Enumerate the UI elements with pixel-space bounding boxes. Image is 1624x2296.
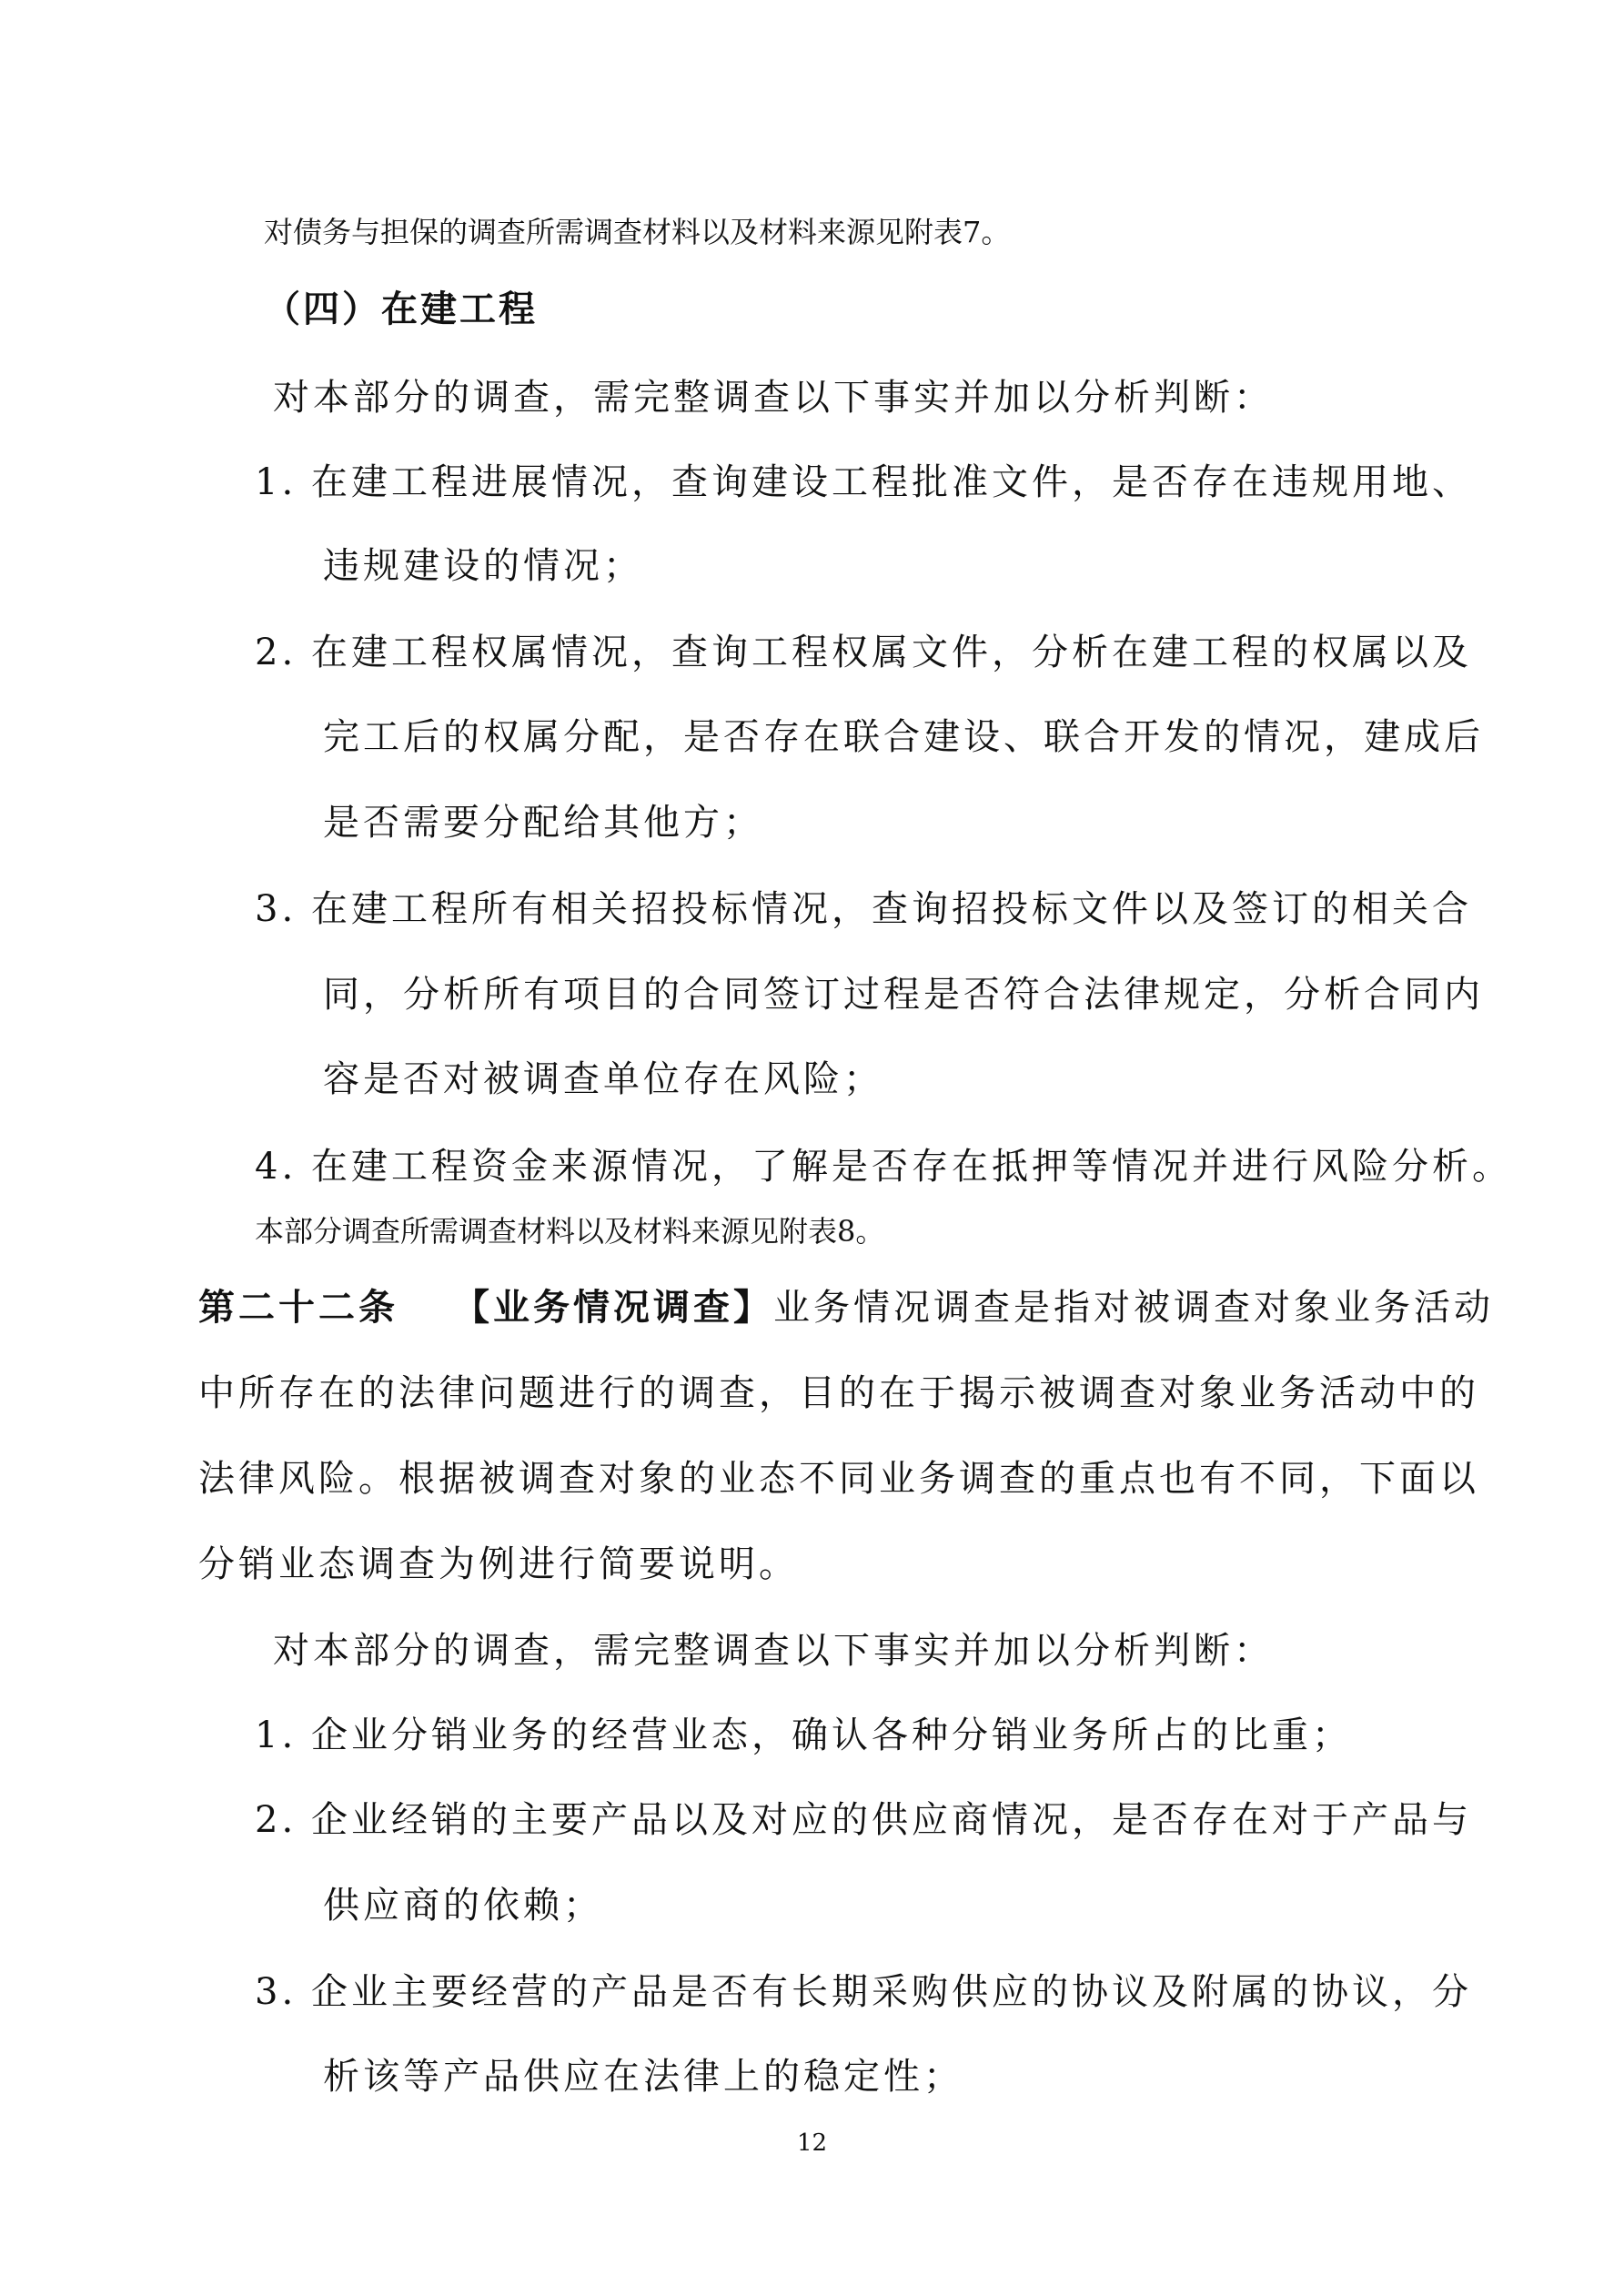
list-text: 企业主要经营的产品是否有长期采购供应的协议及附属的协议，分 [311,1971,1472,2013]
section-4-intro: 对本部分的调查，需完整调查以下事实并加以分析判断： [273,377,1274,419]
article-22-line-4: 分销业态调查为例进行简要说明。 [198,1543,799,1585]
list-text: 在建工程权属情况，查询工程权属文件，分析在建工程的权属以及 [311,632,1472,673]
list-number: 2. [255,1799,298,1841]
list-text: 企业经销的主要产品以及对应的供应商情况，是否存在对于产品与 [311,1799,1472,1841]
a22-list-item-1 [255,1706,1352,1758]
article-22-line-3: 法律风险。根据被调查对象的业态不同业务调查的重点也有不同，下面以 [198,1458,1479,1500]
s4-list-item-4 [255,1138,1512,1189]
list-number: 4. [255,1146,298,1188]
s4-list-item-3-cont-2: 容是否对被调查单位存在风险； [323,1058,883,1100]
page-number: 12 [796,2129,828,2157]
article-title: 【业务情况调查】 [453,1286,773,1329]
section-4-materials-note: 本部分调查所需调查材料以及材料来源见附表8。 [255,1214,885,1249]
a22-list-item-3-cont: 析该等产品供应在法律上的稳定性； [323,2056,963,2098]
s4-list-item-2 [255,623,1472,675]
debt-materials-note: 对债务与担保的调查所需调查材料以及材料来源见附表7。 [264,215,1011,249]
list-number: 1. [255,1714,298,1756]
list-number: 3. [255,1971,298,2013]
section-4-heading: （四）在建工程 [264,288,538,330]
s4-list-item-2-cont-2: 是否需要分配给其他方； [323,802,763,844]
article-22-line-2: 中所存在的法律问题进行的调查，目的在于揭示被调查对象业务活动中的 [198,1372,1479,1414]
s4-list-item-1-cont: 违规建设的情况； [323,545,643,587]
article-22-intro: 对本部分的调查，需完整调查以下事实并加以分析判断： [273,1630,1274,1672]
s4-list-item-3-cont-1: 同，分析所有项目的合同签订过程是否符合法律规定，分析合同内 [323,974,1484,1016]
list-number: 3. [255,888,298,930]
article-text: 业务情况调查是指对被调查对象业务活动 [773,1287,1494,1329]
article-22-line-1 [198,1279,1494,1330]
list-number: 2. [255,632,298,673]
a22-list-item-2-cont: 供应商的依赖； [323,1885,603,1927]
a22-list-item-3 [255,1963,1472,2015]
article-number: 第二十二条 [198,1286,398,1329]
s4-list-item-1 [255,453,1472,505]
list-text: 在建工程资金来源情况，了解是否存在抵押等情况并进行风险分析。 [311,1146,1512,1188]
list-number: 1. [255,461,298,503]
s4-list-item-2-cont-1: 完工后的权属分配，是否存在联合建设、联合开发的情况，建成后 [323,716,1484,758]
s4-list-item-3 [255,880,1472,932]
list-text: 在建工程进展情况，查询建设工程批准文件，是否存在违规用地、 [311,461,1472,503]
list-text: 在建工程所有相关招投标情况，查询招投标文件以及签订的相关合 [311,888,1472,930]
list-text: 企业分销业务的经营业态，确认各种分销业务所占的比重； [311,1714,1352,1756]
a22-list-item-2 [255,1791,1472,1843]
